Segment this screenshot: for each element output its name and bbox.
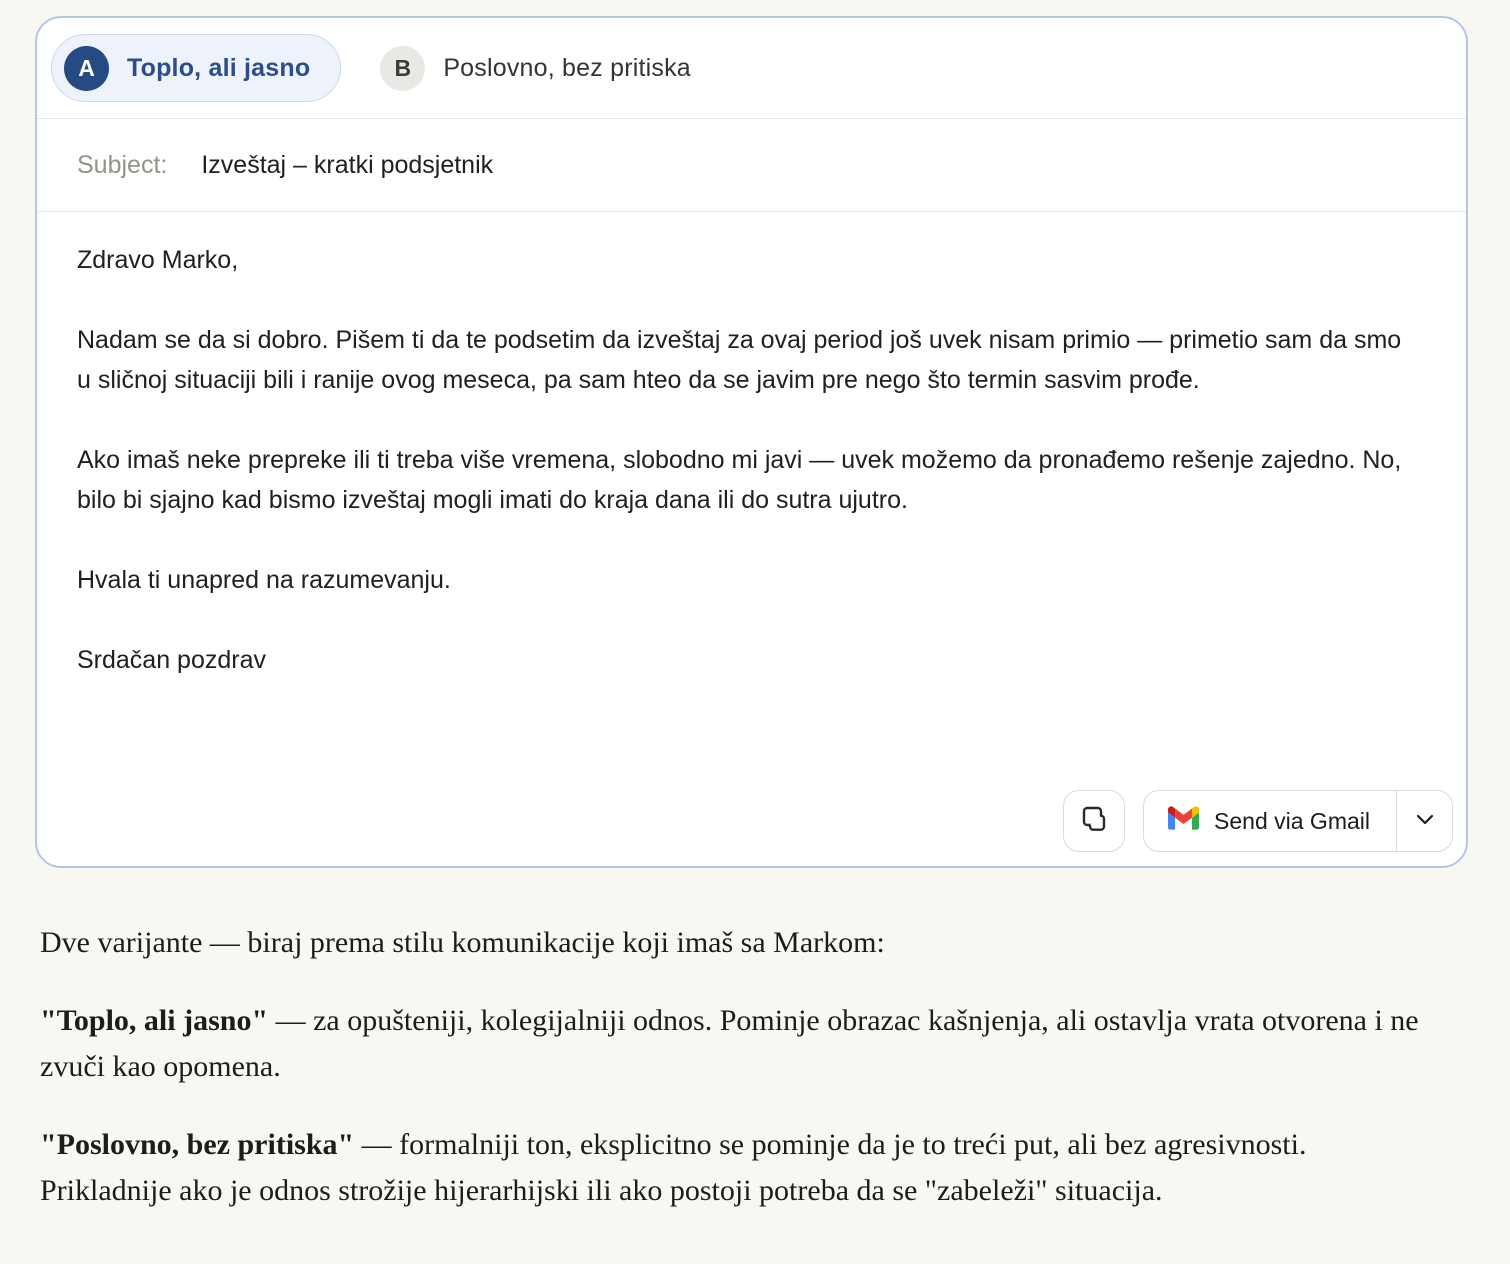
explanation-variant-a	[40, 998, 1445, 1090]
copy-button[interactable]	[1063, 790, 1125, 852]
copy-icon	[1079, 804, 1109, 839]
variant-b-label: Poslovno, bez pritiska	[443, 53, 691, 82]
explanation-intro: Dve varijante — biraj prema stilu komunikacije koji imaš sa Markom:	[40, 926, 885, 959]
explanation-variant-b	[40, 1122, 1445, 1214]
variant-b-badge: B	[380, 46, 425, 91]
email-greeting: Zdravo Marko,	[77, 246, 239, 274]
send-via-gmail-split-button	[1143, 790, 1453, 852]
email-body	[37, 212, 1466, 680]
email-signoff: Srdačan pozdrav	[77, 646, 267, 674]
email-paragraph: Hvala ti unapred na razumevanju.	[77, 566, 451, 594]
chevron-down-icon	[1413, 807, 1437, 836]
variant-b-description: — formalniji ton, eksplicitno se pominje da je to treći put, ali bez agresivnosti. Prikladnije ako je odnos strožije hijerarhijski ili ako postoji potreba da se "zabeleži" situacija.	[40, 1128, 1307, 1207]
send-via-gmail-label: Send via Gmail	[1214, 807, 1370, 834]
subject-label: Subject:	[77, 150, 168, 179]
subject-row	[37, 119, 1466, 212]
email-actions	[1063, 790, 1453, 852]
tab-variant-b[interactable]	[367, 34, 722, 102]
variant-a-badge: A	[64, 46, 109, 91]
send-via-gmail-button[interactable]	[1144, 791, 1396, 851]
tab-variant-a[interactable]	[51, 34, 341, 102]
email-paragraph: Nadam se da si dobro. Pišem ti da te podsetim da izveštaj za ovaj period još uvek nisam primio — primetio sam da smo u sličnoj situaciji bili i ranije ovog meseca, pa sam hteo da se javim pre nego što termin sasvim prođe.	[77, 326, 1402, 394]
assistant-explanation	[40, 920, 1445, 1246]
email-paragraph: Ako imaš neke prepreke ili ti treba više vremena, slobodno mi javi — uvek možemo da pronađemo rešenje zajedno. No, bilo bi sjajno kad bismo izveštaj mogli imati do kraja dana ili do sutra ujutro.	[77, 446, 1402, 514]
email-draft-card	[35, 16, 1468, 868]
variant-tabs	[37, 18, 1466, 119]
variant-a-label: Toplo, ali jasno	[127, 53, 311, 82]
variant-a-description: — za opušteniji, kolegijalniji odnos. Pominje obrazac kašnjenja, ali ostavlja vrata otvorena i ne zvuči kao opomena.	[40, 1004, 1419, 1083]
gmail-icon	[1168, 806, 1199, 836]
subject-value: Izveštaj – kratki podsjetnik	[201, 150, 494, 179]
send-options-button[interactable]	[1396, 791, 1452, 851]
variant-b-name: "Poslovno, bez pritiska"	[40, 1128, 355, 1161]
variant-a-name: "Toplo, ali jasno"	[40, 1004, 269, 1037]
